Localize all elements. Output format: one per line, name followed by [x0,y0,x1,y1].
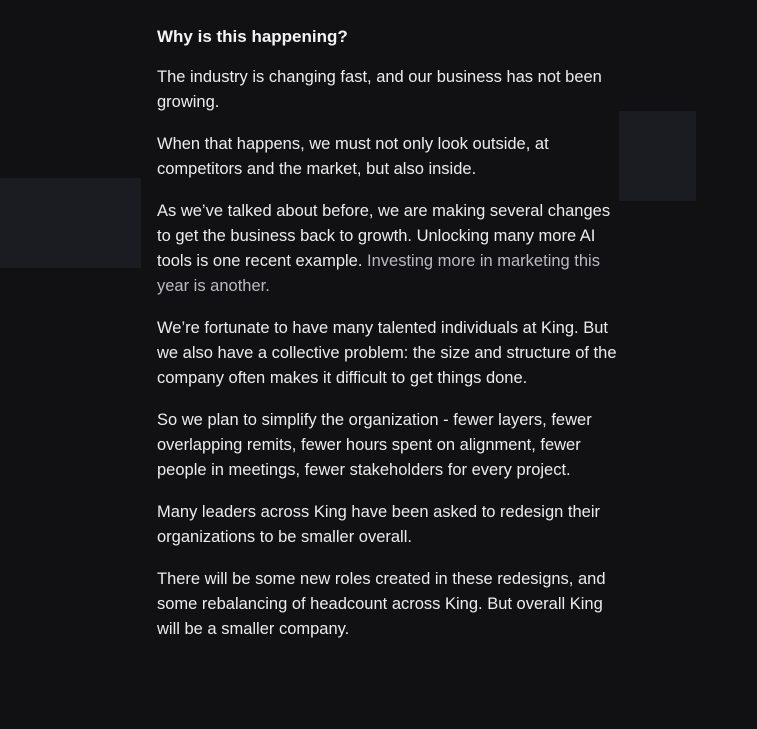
paragraph-growth-changes-muted: Investing more in marketing this year is another. [157,252,600,295]
paragraph-look-inside: When that happens, we must not only look outside, at competitors and the market, but also inside. [157,135,549,178]
paragraph-redesign-orgs: Many leaders across King have been asked to redesign their organizations to be smaller overall. [157,503,601,546]
decorative-panel-left [0,178,141,268]
paragraph-simplify-organization: So we plan to simplify the organization - fewer layers, fewer overlapping remits, fewer hours spent on alignment, fewer people in meetings, fewer stakeholders for every project. [157,411,592,479]
paragraph-growth-changes-main: As we’ve talked about before, we are making several changes to get the business back to growth. Unlocking many more AI tools is one recent example. [157,202,611,270]
article-content [157,24,617,659]
section-heading: Why is this happening? [157,27,348,46]
paragraph-collective-problem: We’re fortunate to have many talented individuals at King. But we also have a collective problem: the size and structure of the company often makes it difficult to get things done. [157,319,617,387]
paragraph-growth-changes [157,199,617,299]
paragraph-smaller-company: There will be some new roles created in these redesigns, and some rebalancing of headcount across King. But overall King will be a smaller company. [157,570,606,638]
paragraph-industry-change: The industry is changing fast, and our business has not been growing. [157,68,602,111]
decorative-panel-right [619,111,696,201]
